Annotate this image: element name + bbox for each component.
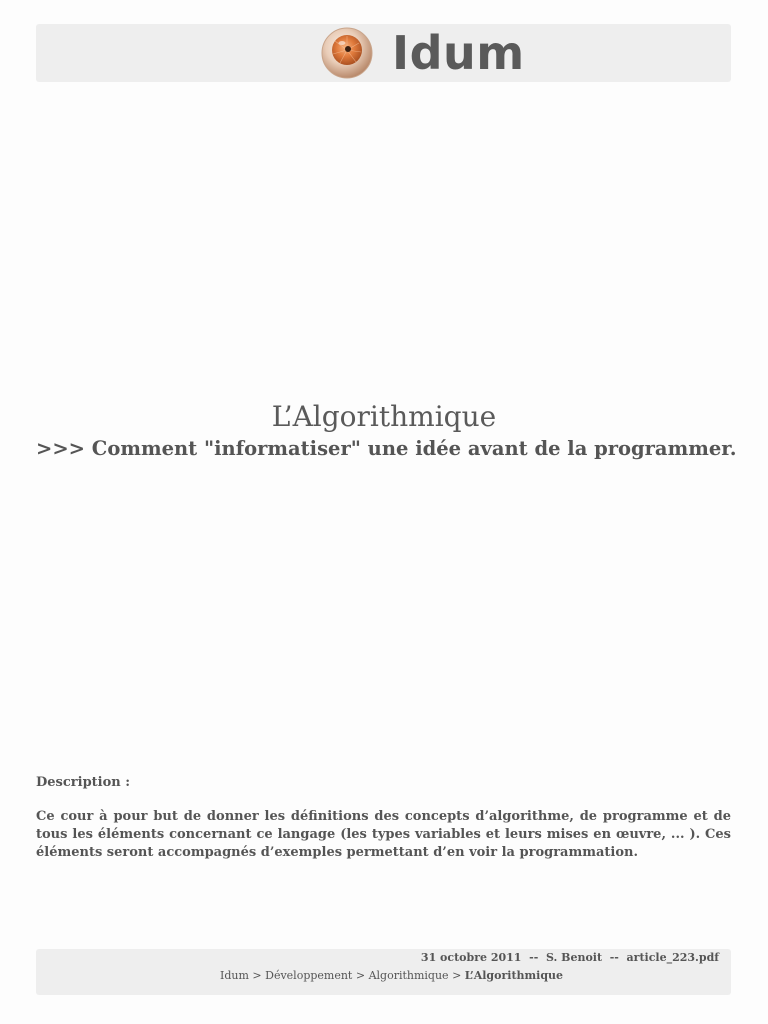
breadcrumb-separator: > [355,969,366,982]
description-text: Ce cour à pour but de donner les définitions des concepts d’algorithme, de programme et de tous les éléments concernant ce langage (les types variables et leurs mises en œuvre, ... ). Ces éléments seront accompagnés d’exemples permettant d’en voir la programmation. [36,809,731,860]
footer-separator: -- [529,951,539,964]
breadcrumb-separator: > [452,969,462,982]
footer-filename: article_223.pdf [626,951,719,964]
footer-date: 31 octobre 2011 [420,951,522,964]
breadcrumb-current: L’Algorithmique [464,969,564,982]
breadcrumb [220,969,563,982]
breadcrumb-item-algorithmique[interactable]: Algorithmique [368,969,449,982]
description-label: Description : [36,775,131,790]
breadcrumb-separator: > [252,969,262,982]
footer-separator: -- [609,951,619,964]
footer-author: S. Benoit [545,951,603,964]
eye-icon [320,26,374,80]
site-logo[interactable] [320,26,525,80]
page-footer [36,949,731,995]
breadcrumb-item-developpement[interactable]: Développement [265,969,353,982]
article-subtitle: >>> Comment "informatiser" une idée avant de la programmer. [36,437,737,460]
article-title: L’Algorithmique [271,400,497,433]
site-header [36,24,731,82]
footer-meta [421,951,719,964]
site-name: Idum [392,26,525,80]
breadcrumb-item-idum[interactable]: Idum [220,969,249,982]
